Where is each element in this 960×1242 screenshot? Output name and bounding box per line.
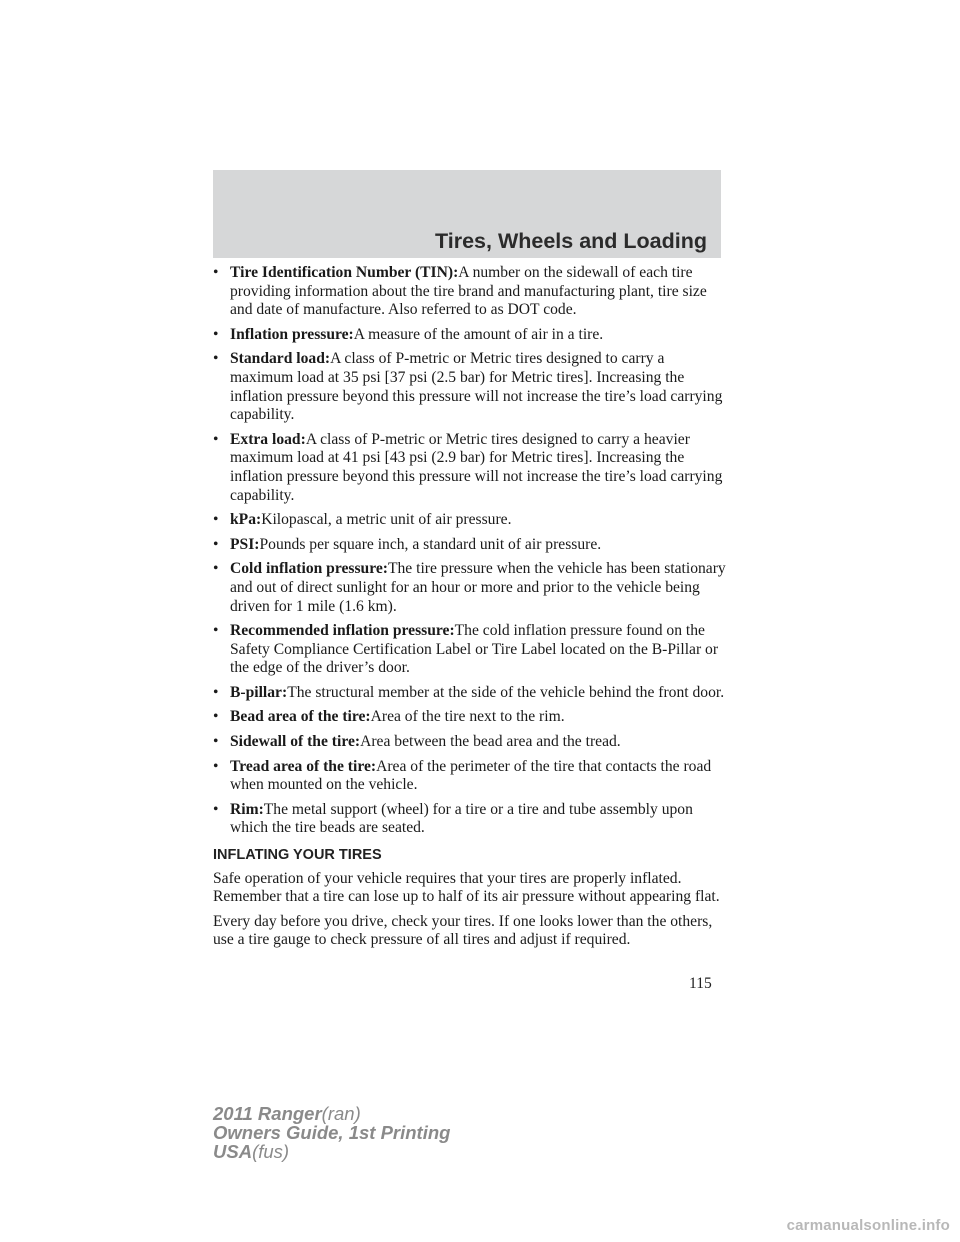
footer-model-code: (ran) xyxy=(321,1103,361,1124)
definition-text: Area of the perimeter of the tire that contacts the road when mounted on the vehicle. xyxy=(230,757,712,794)
definition-text: The tire pressure when the vehicle has been stationary and out of direct sunlight for an hour or more and prior to the vehicle being driven for 1 mile (1.6 km). xyxy=(230,560,726,615)
definition-item xyxy=(213,536,728,555)
print-footer xyxy=(213,1104,450,1161)
definition-item xyxy=(213,684,728,703)
definition-term: Extra load: xyxy=(230,430,306,448)
footer-line-market xyxy=(213,1142,450,1161)
bullet-dot: • xyxy=(213,560,219,578)
definition-list xyxy=(213,264,728,838)
bullet-dot: • xyxy=(213,264,219,281)
definition-item xyxy=(213,511,728,530)
definition-item xyxy=(213,560,728,616)
section-heading: INFLATING YOUR TIRES xyxy=(213,847,382,864)
site-watermark: carmanualsonline.info xyxy=(786,1217,950,1234)
definition-item xyxy=(213,431,728,505)
definition-item xyxy=(213,622,728,678)
definition-term: Tire Identification Number (TIN): xyxy=(230,264,459,281)
definition-term: Sidewall of the tire: xyxy=(230,733,361,751)
bullet-dot: • xyxy=(213,622,219,640)
bullet-dot: • xyxy=(213,757,219,775)
definition-item xyxy=(213,264,728,320)
definition-term: kPa: xyxy=(230,511,262,529)
definition-text: The cold inflation pressure found on the Safety Compliance Certification Label or Tire Label located on the B-Pillar or the edge of the driver’s door. xyxy=(230,622,719,677)
definition-text: Area of the tire next to the rim. xyxy=(370,708,565,726)
footer-line-model xyxy=(213,1104,450,1123)
body-paragraph: Safe operation of your vehicle requires that your tires are properly inflated. Remember that a tire can lose up to half of its air pressure without appearing flat. xyxy=(213,869,720,906)
bullet-dot: • xyxy=(213,325,219,343)
bullet-dot: • xyxy=(213,511,219,529)
bullet-dot: • xyxy=(213,708,219,726)
bullet-dot: • xyxy=(213,535,219,553)
definition-term: B-pillar: xyxy=(230,683,288,701)
definition-text: A class of P-metric or Metric tires designed to carry a heavier maximum load at 41 psi [43 psi (2.9 bar) for Metric tires]. Increasing the inflation pressure beyond this pressure will not increase the tire’s load carrying capability. xyxy=(230,430,723,504)
page-content xyxy=(213,264,728,956)
definition-text: Kilopascal, a metric unit of air pressure. xyxy=(261,511,512,529)
page-number: 115 xyxy=(689,975,712,992)
definition-text: A number on the sidewall of each tire providing information about the tire brand and manufacturing plant, tire size and date of manufacture. Also referred to as DOT code. xyxy=(230,264,707,319)
footer-model: 2011 Ranger xyxy=(213,1103,322,1124)
definition-term: Recommended inflation pressure: xyxy=(230,622,455,640)
section-title: Tires, Wheels and Loading xyxy=(435,229,707,253)
definition-term: Bead area of the tire: xyxy=(230,708,371,726)
definition-item xyxy=(213,350,728,424)
definition-text: A class of P-metric or Metric tires designed to carry a maximum load at 35 psi [37 psi (2.5 bar) for Metric tires]. Increasing the inflation pressure beyond this pressure will not increase the tire’s load carrying capability. xyxy=(230,350,723,424)
definition-item xyxy=(213,326,728,345)
bullet-dot: • xyxy=(213,683,219,701)
footer-market: USA xyxy=(213,1141,253,1162)
definition-term: Rim: xyxy=(230,800,264,818)
definition-item xyxy=(213,801,728,838)
definition-item xyxy=(213,733,728,752)
footer-market-code: (fus) xyxy=(252,1141,290,1162)
bullet-dot: • xyxy=(213,733,219,751)
footer-line-printing xyxy=(213,1123,450,1142)
bullet-dot: • xyxy=(213,430,219,448)
body-paragraph: Every day before you drive, check your tires. If one looks lower than the others, use a tire gauge to check pressure of all tires and adjust if required. xyxy=(213,912,713,949)
section-header-band xyxy=(213,170,721,258)
definition-term: Cold inflation pressure: xyxy=(230,560,388,578)
definition-term: Inflation pressure: xyxy=(230,325,354,343)
footer-printing: Owners Guide, 1st Printing xyxy=(213,1122,451,1143)
definition-term: Tread area of the tire: xyxy=(230,757,377,775)
definition-item xyxy=(213,758,728,795)
definition-text: A measure of the amount of air in a tire. xyxy=(353,325,604,343)
bullet-dot: • xyxy=(213,350,219,368)
definition-term: Standard load: xyxy=(230,350,331,368)
definition-text: Pounds per square inch, a standard unit of air pressure. xyxy=(259,535,602,553)
definition-text: Area between the bead area and the tread. xyxy=(360,733,621,751)
definition-text: The metal support (wheel) for a tire or a tire and tube assembly upon which the tire beads are seated. xyxy=(230,800,693,837)
definition-text: The structural member at the side of the vehicle behind the front door. xyxy=(287,683,725,701)
definition-term: PSI: xyxy=(230,535,260,553)
bullet-dot: • xyxy=(213,800,219,818)
definition-item xyxy=(213,708,728,727)
